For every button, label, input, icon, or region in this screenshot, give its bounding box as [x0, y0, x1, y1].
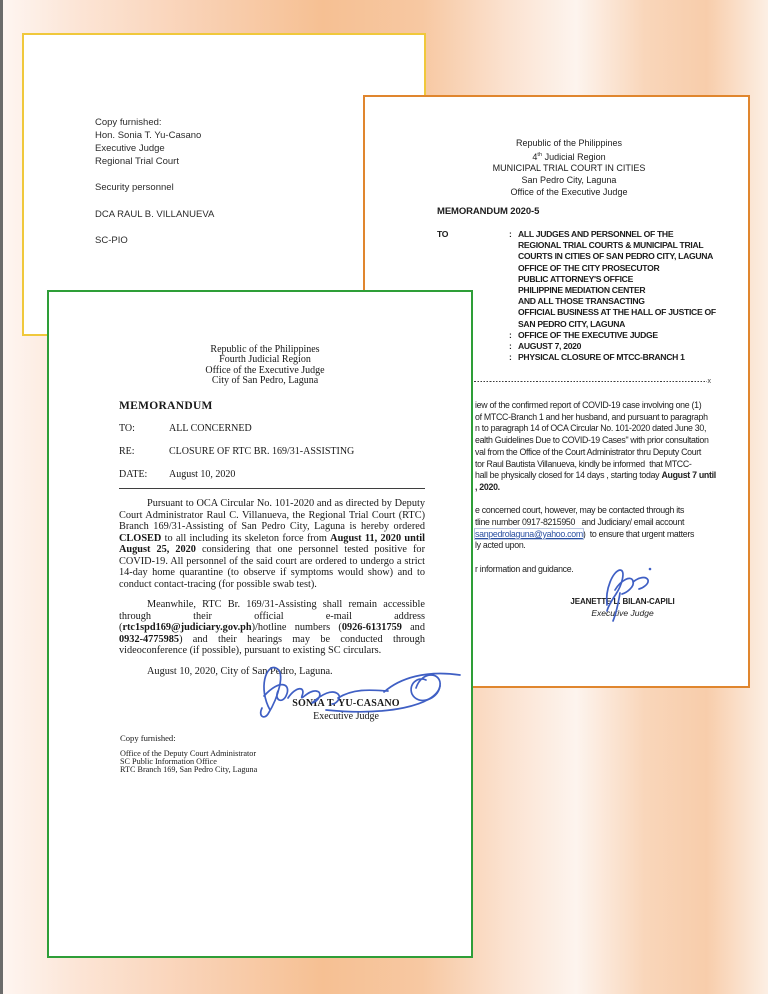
email-link[interactable]: sanpedrolaguna@yahoo.com: [475, 528, 583, 539]
mtcc-memo-title: MEMORANDUM 2020-5: [437, 206, 540, 217]
dashed-separator: [437, 378, 711, 385]
mtcc-memo-to-block: TO : ALL JUDGES AND PERSONNEL OF THE REGIONAL TRIAL COURTS & MUNICIPAL TRIAL COURTS IN CITIES OF SAN PEDRO CITY, LAGUNA OFFICE OF THE CITY PROSECUTOR PUBLIC ATTORNEY'S OFFICE PHILIPPINE MEDIATION CENTER AND ALL THOSE TRANSACTING OFFICIAL BUSINESS AT THE HALL OF JUSTICE OF SAN PEDRO CITY, LAGUNA : OFFICE OF THE EXECUTIVE JUDGE : AUGUST 7, 2020 : PHYSICAL CLOSURE OF MTCC-BRANCH 1: [437, 229, 716, 363]
horizontal-rule: [119, 488, 425, 489]
left-edge-strip: [0, 0, 3, 994]
separator-end-mark: x: [707, 378, 711, 385]
signature-yu-casano: [254, 658, 466, 722]
mtcc-memo-body-lines: iew of the confirmed report of COVID-19 case involving one (1) of MTCC-Branch 1 and her husband, and pursuant to paragraph n to paragraph 14 of OCA Circular No. 101-2020 dated June 30, ealth Guidelines Due to COVID-19 Cases" with prior consultation val from the Office of the Court Administrator thru Deputy Court tor Raul Bautista Villanueva, kindly be informed that MTCC- hall be physically closed for 14 days , starting today August 7 until , 2020. e concerned court, however, may be contacted through its tline number 0917-8215950 and Judiciary/ email account sanpedrolaguna@yahoo.com) to ensure that urgent matters ly acted upon. r information and guidance.: [475, 400, 716, 574]
rtc-letterhead: Republic of the Philippines Fourth Judicial Region Office of the Executive Judge City of San Pedro, Laguna: [205, 344, 325, 387]
rtc-paragraph-1: Pursuant to OCA Circular No. 101-2020 and as directed by Deputy Court Administrator Raul C. Villanueva, the Regional Trial Court (RTC) Branch 169/31-Assisting of San Pedro City, Laguna is hereby ordered CLOSED to all including its skeleton force from August 11, 2020 until August 25, 2020 considering that one personnel tested positive for COVID-19. All personnel of the said court are ordered to undergo a strict 14-day home quarantine (to observe if symptoms would show) and to conduct contact-tracing (for possible swab test).: [119, 498, 426, 590]
rtc-copy-furnished-label: Copy furnished:: [120, 733, 176, 743]
rtc-signatory-name: SONIA T. YU-CASANO: [292, 698, 400, 709]
document-rtc-memorandum: [47, 290, 473, 958]
mtcc-signatory-title: Executive Judge: [591, 608, 654, 618]
copy-furnished-list: Copy furnished: Hon. Sonia T. Yu-Casano Executive Judge Regional Trial Court Security personnel DCA RAUL B. VILLANUEVA SC-PIO: [95, 117, 215, 246]
dashed-line: [437, 381, 707, 382]
mtcc-letterhead: Republic of the Philippines 4th Judicial Region MUNICIPAL TRIAL COURT IN CITIES San Pedro City, Laguna Office of the Executive Judge: [492, 138, 646, 197]
signature-bilan-capili: [593, 563, 669, 625]
rtc-paragraph-2: Meanwhile, RTC Br. 169/31-Assisting shall remain accessible through their official e-mail address (rtc1spd169@judiciary.gov.ph)/hotline numbers (0926-6131759 and 0932-4775985) and their hearings may be conducted through videoconference (if possible), pursuant to existing SC circulars.: [119, 599, 425, 656]
rtc-copy-furnished-list: Office of the Deputy Court Administrator SC Public Information Office RTC Branch 169, San Pedro City, Laguna: [120, 749, 258, 775]
rtc-date-line: August 10, 2020, City of San Pedro, Laguna.: [147, 665, 333, 677]
rtc-memo-title: MEMORANDUM: [119, 400, 213, 412]
mtcc-signatory-name: JEANETTE L. BILAN-CAPILI: [570, 597, 675, 606]
rtc-memo-meta-block: TO: ALL CONCERNED RE: CLOSURE OF RTC BR. 169/31-ASSISTING DATE: August 10, 2020: [119, 423, 355, 480]
rtc-signatory-title: Executive Judge: [313, 711, 379, 722]
